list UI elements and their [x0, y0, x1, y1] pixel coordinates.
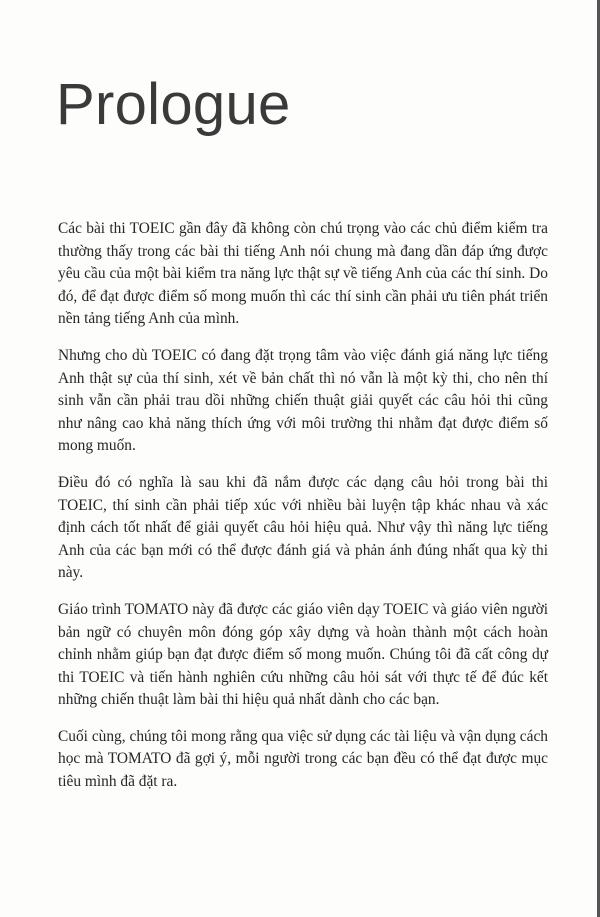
paragraph: Điều đó có nghĩa là sau khi đã nắm được các dạng câu hỏi trong bài thi TOEIC, thí sinh cần phải tiếp xúc với nhiều bài luyện tập khác nhau và xác định cách tốt nhất để giải quyết câu hỏi hiệu quả. Như vậy thì năng lực tiếng Anh của các bạn mới có thể được đánh giá và phản ánh đúng nhất qua kỳ thi này.	[58, 473, 548, 582]
paragraph: Giáo trình TOMATO này đã được các giáo viên dạy TOEIC và giáo viên người bản ngữ có chuyên môn đóng góp xây dựng và hoàn thành một cách hoàn chỉnh nhằm giúp bạn đạt được điểm số mong muốn. Chúng tôi đã cất công dự thi TOEIC và tiến hành nghiên cứu những câu hỏi sát với thực tế để đúc kết những chiến thuật làm bài thi hiệu quả nhất dành cho các bạn.	[58, 600, 548, 709]
paragraph: Cuối cùng, chúng tôi mong rằng qua việc sử dụng các tài liệu và vận dụng cách học mà TOMATO đã gợi ý, mỗi người trong các bạn đều có thể đạt được mục tiêu mình đã đặt ra.	[58, 727, 548, 791]
paragraph: Các bài thi TOEIC gần đây đã không còn chú trọng vào các chủ điểm kiểm tra thường thấy trong các bài thi tiếng Anh nói chung mà đang dần đáp ứng được yêu cầu của một bài kiểm tra năng lực thật sự về tiếng Anh của các thí sinh. Do đó, để đạt được điểm số mong muốn thì các thí sinh cần phải ưu tiên phát triển nền tảng tiếng Anh của mình.	[58, 220, 548, 328]
body-text	[58, 218, 548, 808]
paragraph: Nhưng cho dù TOEIC có đang đặt trọng tâm vào việc đánh giá năng lực tiếng Anh thật sự của thí sinh, xét về bản chất thì nó vẫn là một kỳ thi, cho nên thí sinh vẫn cần phải trau dồi những chiến thuật giải quyết các câu hỏi thi cũng như nâng cao khả năng thích ứng với môi trường thi nhằm đạt được điểm số mong muốn.	[58, 346, 548, 455]
page-title: Prologue	[56, 72, 291, 137]
